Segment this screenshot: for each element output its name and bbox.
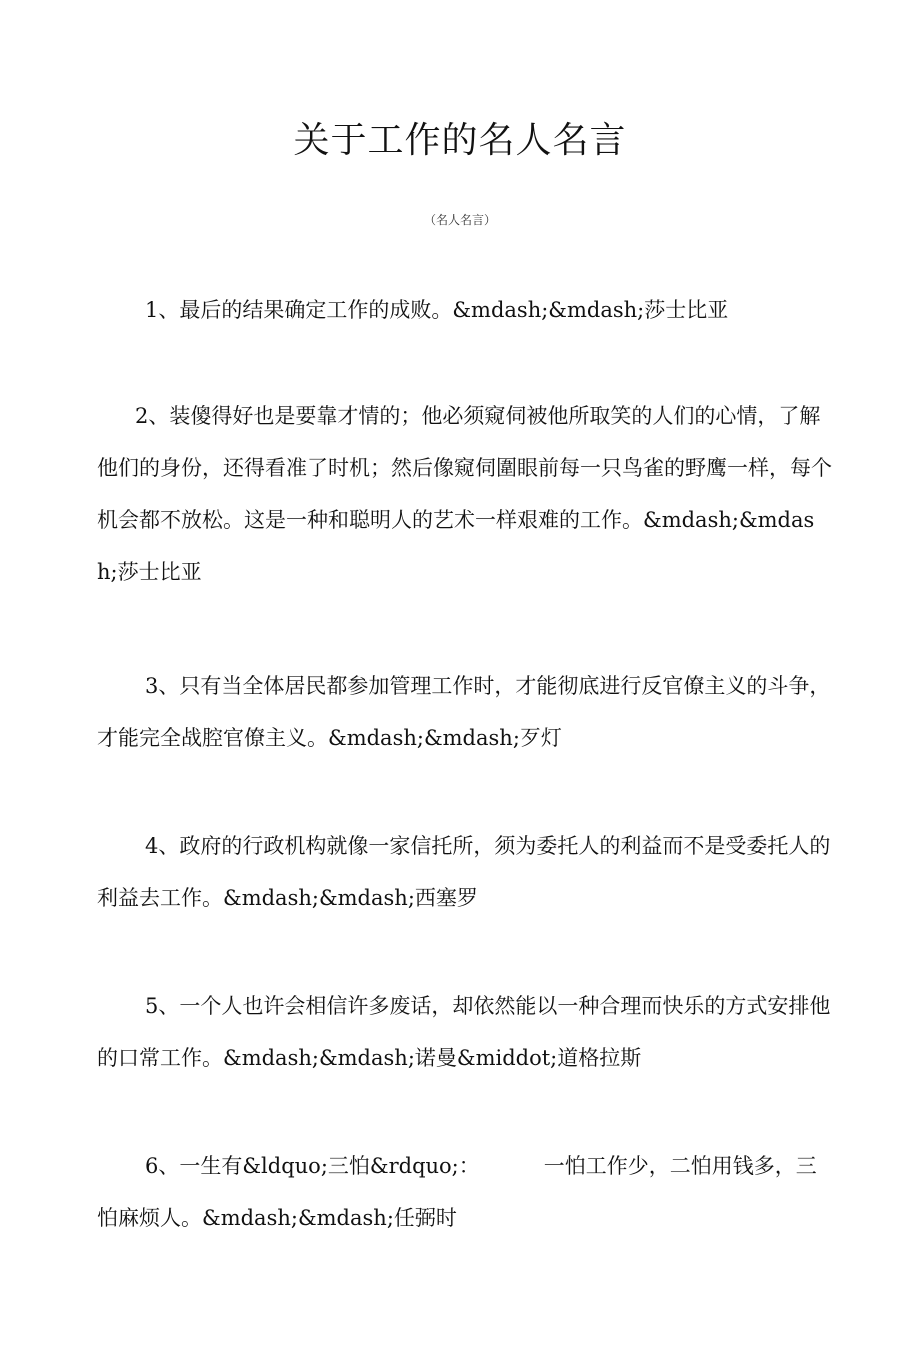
quote-6 [97, 1140, 832, 1244]
quote-6-part-2: 一怕工作少，二怕用钱多，三怕麻烦人。&mdash;&mdash;任弼时 [97, 1154, 817, 1230]
quote-2: 2、装傻得好也是要靠才情的；他必须窥伺被他所取笑的人们的心情，了解他们的身份，还得看准了时机；然后像窥伺圍眼前每一只鸟雀的野鹰一样，每个机会都不放松。这是一种和聪明人的艺术一样艰难的工作。&mdash;&mdash;莎士比亚 [97, 404, 832, 584]
quote-3: 3、只有当全体居民都参加管理工作时，才能彻底进行反官僚主义的斗争，才能完全战腔官僚主义。&mdash;&mdash;歹灯 [97, 674, 831, 750]
page-subtitle: （名人名言） [423, 213, 496, 227]
quote-6-part-1: 6、一生有&ldquo;三怕&rdquo;： [145, 1154, 480, 1178]
quote-1: 1、最后的结果确定工作的成败。&mdash;&mdash;莎士比亚 [145, 298, 729, 322]
page-title: 关于工作的名人名言 [293, 120, 627, 161]
quote-5: 5、一个人也许会相信许多废话，却依然能以一种合理而快乐的方式安排他的口常工作。&mdash;&mdash;诺曼&middot;道格拉斯 [97, 994, 831, 1070]
quote-4: 4、政府的行政机构就像一家信托所，须为委托人的利益而不是受委托人的利益去工作。&mdash;&mdash;西塞罗 [97, 834, 831, 910]
